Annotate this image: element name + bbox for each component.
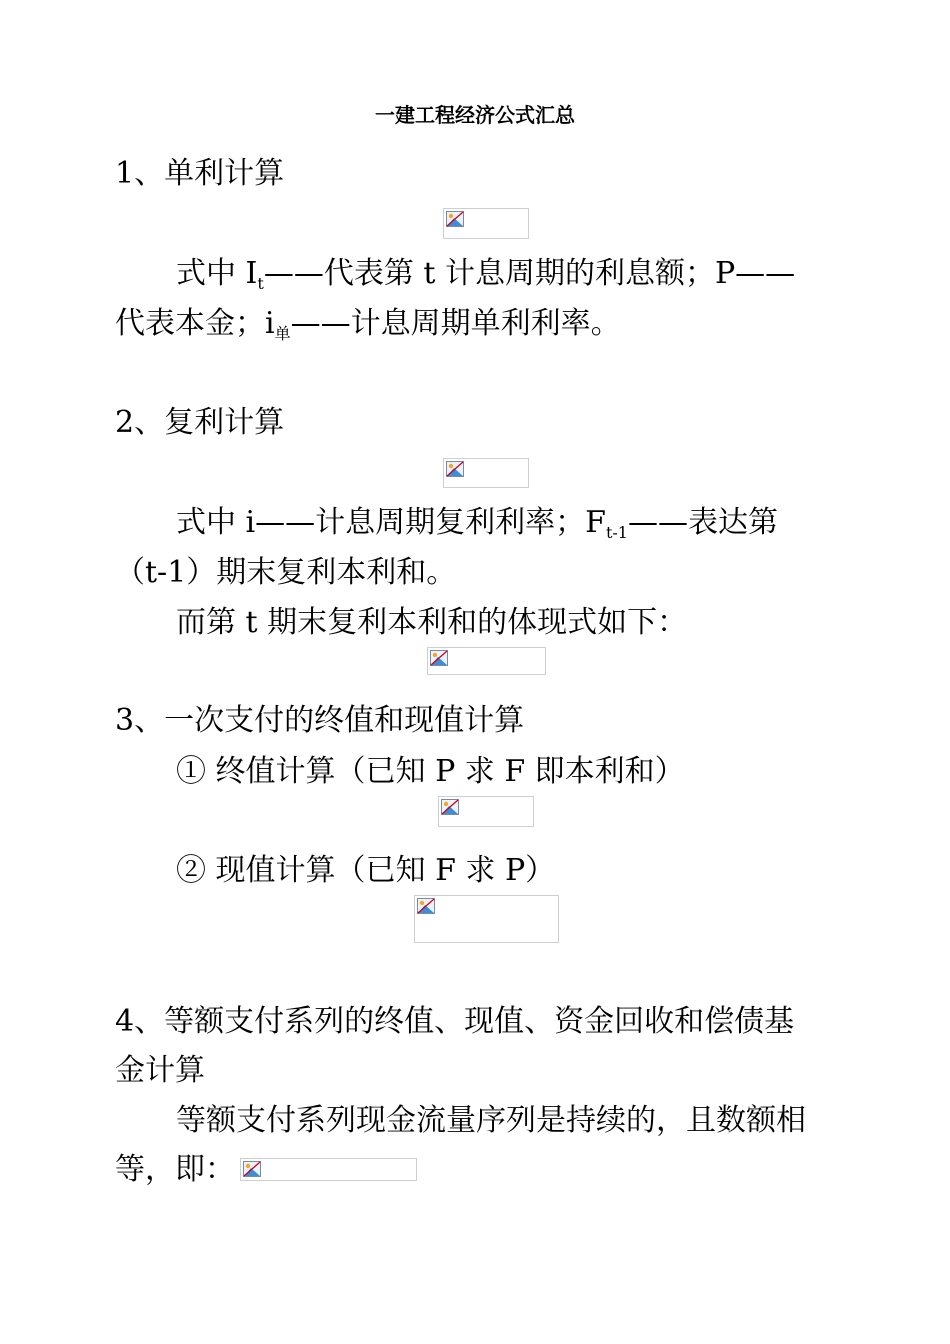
section-4-desc-line2: 等，即：: [115, 1152, 235, 1187]
desc-text: 式中 I: [176, 256, 258, 291]
formula-image-2: [443, 458, 529, 488]
doc-title: 一建工程经济公式汇总: [375, 103, 575, 127]
formula-image-1: [443, 208, 529, 239]
formula-image-3: [427, 647, 546, 675]
broken-image-icon: [446, 461, 464, 477]
desc-text: 代表本金；i: [115, 306, 275, 341]
section-3-item-2: ② 现值计算（已知 F 求 P）: [176, 853, 556, 888]
section-3-heading: 3、一次支付的终值和现值计算: [115, 703, 525, 738]
formula-image-4: [438, 796, 534, 827]
section-4-desc-line1: 等额支付系列现金流量序列是持续的，且数额相: [176, 1103, 806, 1138]
desc-text: 式中 i——计息周期复利利率；F: [176, 505, 606, 540]
section-2-heading: 2、复利计算: [115, 405, 285, 440]
section-4-heading-line2: 金计算: [115, 1053, 205, 1088]
broken-image-icon: [243, 1161, 261, 1177]
subscript-t: t: [257, 274, 264, 293]
section-2-desc-line1: [176, 503, 778, 553]
section-1-desc-line2: [115, 304, 621, 354]
subscript-t1: t-1: [605, 523, 628, 542]
broken-image-icon: [446, 211, 464, 227]
section-1-heading: 1、单利计算: [115, 156, 285, 191]
formula-image-5: [414, 895, 559, 943]
broken-image-icon: [430, 650, 448, 666]
broken-image-icon: [441, 799, 459, 815]
section-4-heading-line1: 4、等额支付系列的终值、现值、资金回收和偿债基: [115, 1004, 795, 1039]
subscript-dan: 单: [274, 324, 291, 343]
section-2-desc-line2: （t-1）期末复利本利和。: [115, 555, 457, 590]
formula-image-6: [240, 1158, 417, 1181]
desc-text: ——计息周期单利利率。: [290, 306, 621, 341]
broken-image-icon: [417, 898, 435, 914]
section-3-item-1: ① 终值计算（已知 P 求 F 即本利和）: [176, 754, 685, 789]
desc-text: ——表达第: [627, 505, 778, 540]
section-1-desc-line1: [176, 254, 795, 304]
section-2-desc-line3: 而第 t 期末复利本利和的体现式如下：: [176, 605, 688, 640]
desc-text: ——代表第 t 计息周期的利息额；P——: [263, 256, 796, 291]
